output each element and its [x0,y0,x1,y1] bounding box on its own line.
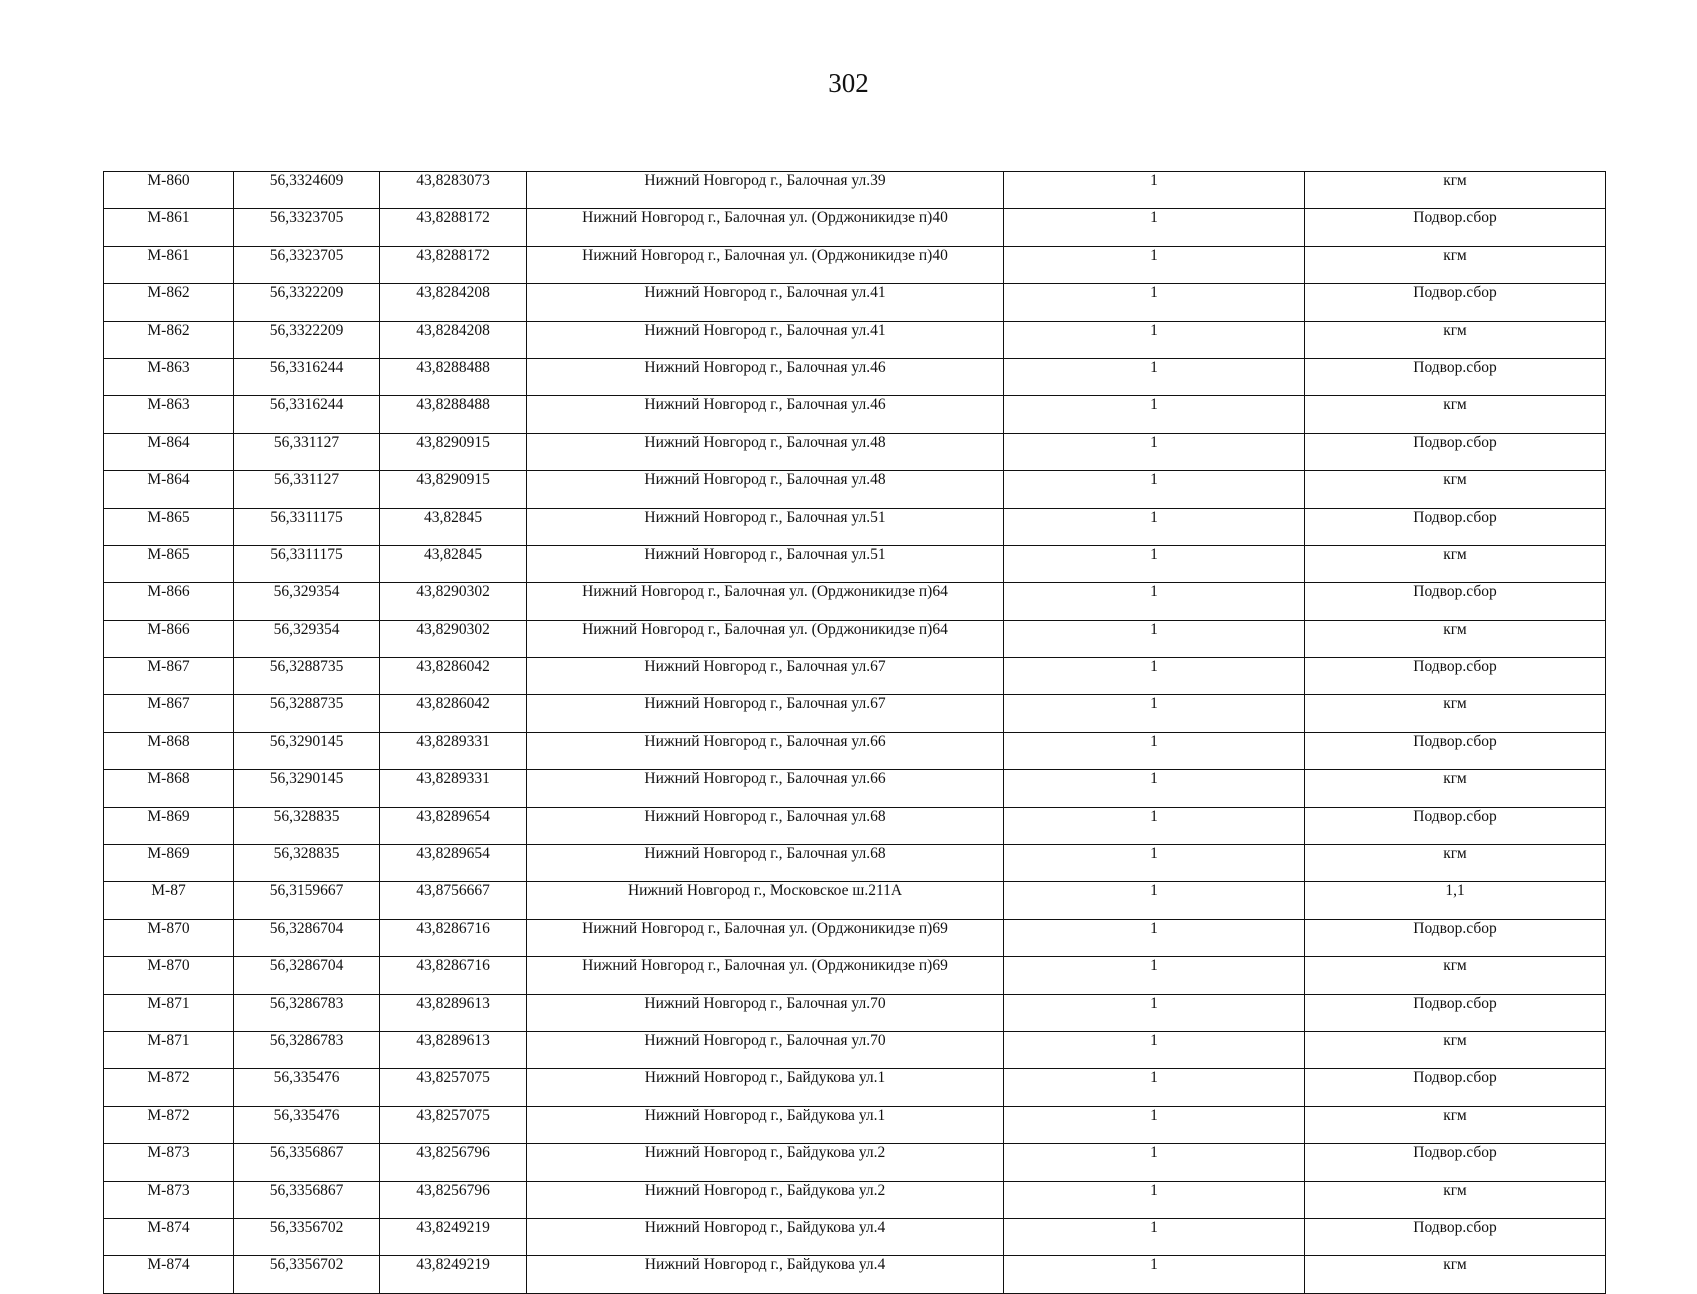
type-cell: Подвор.сбор [1305,1218,1606,1255]
site-id-cell: М-865 [104,508,234,545]
table-row [104,433,1606,470]
address-cell: Нижний Новгород г., Балочная ул. (Орджоникидзе п)40 [527,246,1004,283]
site-id-cell: М-873 [104,1181,234,1218]
type-cell: кгм [1305,246,1606,283]
table-row [104,620,1606,657]
type-cell: кгм [1305,396,1606,433]
count-cell: 1 [1004,1069,1305,1106]
latitude-cell: 56,3324609 [234,172,380,209]
site-id-cell: М-868 [104,770,234,807]
longitude-cell: 43,8257075 [380,1106,527,1143]
address-cell: Нижний Новгород г., Балочная ул.48 [527,433,1004,470]
longitude-cell: 43,8256796 [380,1181,527,1218]
latitude-cell: 56,3356702 [234,1256,380,1293]
count-cell: 1 [1004,882,1305,919]
address-cell: Нижний Новгород г., Балочная ул.67 [527,658,1004,695]
table-row [104,1106,1606,1143]
table-body [104,172,1606,1294]
type-cell: Подвор.сбор [1305,1144,1606,1181]
site-id-cell: М-871 [104,1031,234,1068]
longitude-cell: 43,8284208 [380,284,527,321]
latitude-cell: 56,3286783 [234,1031,380,1068]
longitude-cell: 43,8290915 [380,433,527,470]
table-row [104,919,1606,956]
latitude-cell: 56,3286783 [234,994,380,1031]
table-row [104,770,1606,807]
address-cell: Нижний Новгород г., Балочная ул. (Орджоникидзе п)69 [527,919,1004,956]
address-cell: Нижний Новгород г., Балочная ул. (Орджоникидзе п)64 [527,583,1004,620]
address-cell: Нижний Новгород г., Балочная ул.66 [527,770,1004,807]
type-cell: кгм [1305,471,1606,508]
type-cell: кгм [1305,695,1606,732]
page-number: 302 [828,68,869,98]
type-cell: Подвор.сбор [1305,807,1606,844]
longitude-cell: 43,8290302 [380,620,527,657]
table-row [104,284,1606,321]
count-cell: 1 [1004,620,1305,657]
site-id-cell: М-874 [104,1218,234,1255]
type-cell: Подвор.сбор [1305,1069,1606,1106]
site-id-cell: М-87 [104,882,234,919]
longitude-cell: 43,8289331 [380,770,527,807]
type-cell: кгм [1305,1031,1606,1068]
site-id-cell: М-866 [104,620,234,657]
latitude-cell: 56,3311175 [234,508,380,545]
count-cell: 1 [1004,994,1305,1031]
latitude-cell: 56,328835 [234,845,380,882]
longitude-cell: 43,8288488 [380,396,527,433]
address-cell: Нижний Новгород г., Байдукова ул.1 [527,1069,1004,1106]
type-cell: кгм [1305,770,1606,807]
type-cell: кгм [1305,545,1606,582]
count-cell: 1 [1004,1181,1305,1218]
site-id-cell: М-866 [104,583,234,620]
table-row [104,845,1606,882]
count-cell: 1 [1004,172,1305,209]
longitude-cell: 43,8286042 [380,658,527,695]
longitude-cell: 43,8289613 [380,994,527,1031]
type-cell: кгм [1305,1181,1606,1218]
site-id-cell: М-864 [104,471,234,508]
site-id-cell: М-862 [104,321,234,358]
address-cell: Нижний Новгород г., Балочная ул. (Орджоникидзе п)40 [527,209,1004,246]
site-id-cell: М-863 [104,358,234,395]
site-id-cell: М-865 [104,545,234,582]
type-cell: кгм [1305,172,1606,209]
latitude-cell: 56,3159667 [234,882,380,919]
count-cell: 1 [1004,732,1305,769]
count-cell: 1 [1004,1256,1305,1293]
address-cell: Нижний Новгород г., Балочная ул. (Орджоникидзе п)69 [527,957,1004,994]
longitude-cell: 43,8290302 [380,583,527,620]
site-id-cell: М-867 [104,658,234,695]
site-id-cell: М-871 [104,994,234,1031]
latitude-cell: 56,3290145 [234,770,380,807]
latitude-cell: 56,3286704 [234,957,380,994]
latitude-cell: 56,331127 [234,471,380,508]
longitude-cell: 43,8756667 [380,882,527,919]
site-id-cell: М-873 [104,1144,234,1181]
container-sites-table [103,171,1606,1294]
table-row [104,807,1606,844]
type-cell: 1,1 [1305,882,1606,919]
address-cell: Нижний Новгород г., Байдукова ул.1 [527,1106,1004,1143]
site-id-cell: М-862 [104,284,234,321]
count-cell: 1 [1004,1218,1305,1255]
longitude-cell: 43,8288172 [380,246,527,283]
latitude-cell: 56,3288735 [234,658,380,695]
latitude-cell: 56,3323705 [234,209,380,246]
table-row [104,882,1606,919]
type-cell: Подвор.сбор [1305,583,1606,620]
latitude-cell: 56,3288735 [234,695,380,732]
count-cell: 1 [1004,284,1305,321]
count-cell: 1 [1004,396,1305,433]
type-cell: Подвор.сбор [1305,658,1606,695]
longitude-cell: 43,8286716 [380,957,527,994]
site-id-cell: М-870 [104,957,234,994]
address-cell: Нижний Новгород г., Байдукова ул.4 [527,1256,1004,1293]
address-cell: Нижний Новгород г., Балочная ул.70 [527,994,1004,1031]
longitude-cell: 43,8286716 [380,919,527,956]
latitude-cell: 56,328835 [234,807,380,844]
site-id-cell: М-860 [104,172,234,209]
longitude-cell: 43,8289654 [380,807,527,844]
address-cell: Нижний Новгород г., Балочная ул.66 [527,732,1004,769]
count-cell: 1 [1004,770,1305,807]
latitude-cell: 56,329354 [234,583,380,620]
latitude-cell: 56,3290145 [234,732,380,769]
longitude-cell: 43,8256796 [380,1144,527,1181]
type-cell: Подвор.сбор [1305,358,1606,395]
address-cell: Нижний Новгород г., Балочная ул.46 [527,358,1004,395]
count-cell: 1 [1004,1106,1305,1143]
type-cell: кгм [1305,1256,1606,1293]
site-id-cell: М-863 [104,396,234,433]
longitude-cell: 43,8249219 [380,1218,527,1255]
table-row [104,321,1606,358]
count-cell: 1 [1004,209,1305,246]
site-id-cell: М-869 [104,845,234,882]
count-cell: 1 [1004,1031,1305,1068]
site-id-cell: М-864 [104,433,234,470]
table-row [104,358,1606,395]
latitude-cell: 56,3356867 [234,1181,380,1218]
count-cell: 1 [1004,508,1305,545]
table-row [104,695,1606,732]
address-cell: Нижний Новгород г., Балочная ул.41 [527,321,1004,358]
latitude-cell: 56,3323705 [234,246,380,283]
address-cell: Нижний Новгород г., Балочная ул.51 [527,508,1004,545]
latitude-cell: 56,3356867 [234,1144,380,1181]
latitude-cell: 56,3316244 [234,396,380,433]
longitude-cell: 43,8283073 [380,172,527,209]
latitude-cell: 56,331127 [234,433,380,470]
table-row [104,583,1606,620]
longitude-cell: 43,8289654 [380,845,527,882]
count-cell: 1 [1004,246,1305,283]
longitude-cell: 43,8284208 [380,321,527,358]
count-cell: 1 [1004,845,1305,882]
site-id-cell: М-874 [104,1256,234,1293]
table-row [104,246,1606,283]
type-cell: кгм [1305,321,1606,358]
type-cell: Подвор.сбор [1305,919,1606,956]
site-id-cell: М-861 [104,246,234,283]
table-row [104,209,1606,246]
type-cell: кгм [1305,845,1606,882]
count-cell: 1 [1004,919,1305,956]
longitude-cell: 43,8290915 [380,471,527,508]
address-cell: Нижний Новгород г., Московское ш.211А [527,882,1004,919]
address-cell: Нижний Новгород г., Балочная ул.68 [527,807,1004,844]
count-cell: 1 [1004,321,1305,358]
address-cell: Нижний Новгород г., Байдукова ул.2 [527,1144,1004,1181]
count-cell: 1 [1004,583,1305,620]
latitude-cell: 56,3322209 [234,284,380,321]
site-id-cell: М-868 [104,732,234,769]
count-cell: 1 [1004,695,1305,732]
type-cell: Подвор.сбор [1305,284,1606,321]
type-cell: Подвор.сбор [1305,508,1606,545]
address-cell: Нижний Новгород г., Балочная ул.51 [527,545,1004,582]
type-cell: Подвор.сбор [1305,732,1606,769]
address-cell: Нижний Новгород г., Балочная ул.70 [527,1031,1004,1068]
table-row [104,396,1606,433]
address-cell: Нижний Новгород г., Балочная ул.46 [527,396,1004,433]
type-cell: кгм [1305,1106,1606,1143]
type-cell: кгм [1305,620,1606,657]
address-cell: Нижний Новгород г., Балочная ул.67 [527,695,1004,732]
latitude-cell: 56,329354 [234,620,380,657]
table-row [104,545,1606,582]
longitude-cell: 43,8289331 [380,732,527,769]
latitude-cell: 56,335476 [234,1106,380,1143]
count-cell: 1 [1004,658,1305,695]
site-id-cell: М-872 [104,1106,234,1143]
longitude-cell: 43,8286042 [380,695,527,732]
site-id-cell: М-870 [104,919,234,956]
latitude-cell: 56,3316244 [234,358,380,395]
table-row [104,957,1606,994]
count-cell: 1 [1004,433,1305,470]
type-cell: Подвор.сбор [1305,209,1606,246]
latitude-cell: 56,3356702 [234,1218,380,1255]
count-cell: 1 [1004,358,1305,395]
longitude-cell: 43,8288172 [380,209,527,246]
table-row [104,471,1606,508]
longitude-cell: 43,8249219 [380,1256,527,1293]
type-cell: Подвор.сбор [1305,994,1606,1031]
latitude-cell: 56,3286704 [234,919,380,956]
address-cell: Нижний Новгород г., Балочная ул.48 [527,471,1004,508]
table-row [104,994,1606,1031]
table-row [104,732,1606,769]
latitude-cell: 56,335476 [234,1069,380,1106]
table-row [104,1256,1606,1293]
address-cell: Нижний Новгород г., Балочная ул.68 [527,845,1004,882]
table-row [104,1031,1606,1068]
address-cell: Нижний Новгород г., Балочная ул.39 [527,172,1004,209]
site-id-cell: М-867 [104,695,234,732]
count-cell: 1 [1004,807,1305,844]
longitude-cell: 43,82845 [380,545,527,582]
table-row [104,658,1606,695]
address-cell: Нижний Новгород г., Балочная ул. (Орджоникидзе п)64 [527,620,1004,657]
table-row [104,1069,1606,1106]
count-cell: 1 [1004,1144,1305,1181]
table-row [104,1218,1606,1255]
longitude-cell: 43,8257075 [380,1069,527,1106]
address-cell: Нижний Новгород г., Байдукова ул.4 [527,1218,1004,1255]
count-cell: 1 [1004,957,1305,994]
count-cell: 1 [1004,471,1305,508]
count-cell: 1 [1004,545,1305,582]
address-cell: Нижний Новгород г., Балочная ул.41 [527,284,1004,321]
longitude-cell: 43,82845 [380,508,527,545]
site-id-cell: М-861 [104,209,234,246]
latitude-cell: 56,3322209 [234,321,380,358]
type-cell: кгм [1305,957,1606,994]
latitude-cell: 56,3311175 [234,545,380,582]
longitude-cell: 43,8289613 [380,1031,527,1068]
address-cell: Нижний Новгород г., Байдукова ул.2 [527,1181,1004,1218]
table-row [104,508,1606,545]
longitude-cell: 43,8288488 [380,358,527,395]
type-cell: Подвор.сбор [1305,433,1606,470]
table-row [104,172,1606,209]
site-id-cell: М-872 [104,1069,234,1106]
table-row [104,1144,1606,1181]
site-id-cell: М-869 [104,807,234,844]
